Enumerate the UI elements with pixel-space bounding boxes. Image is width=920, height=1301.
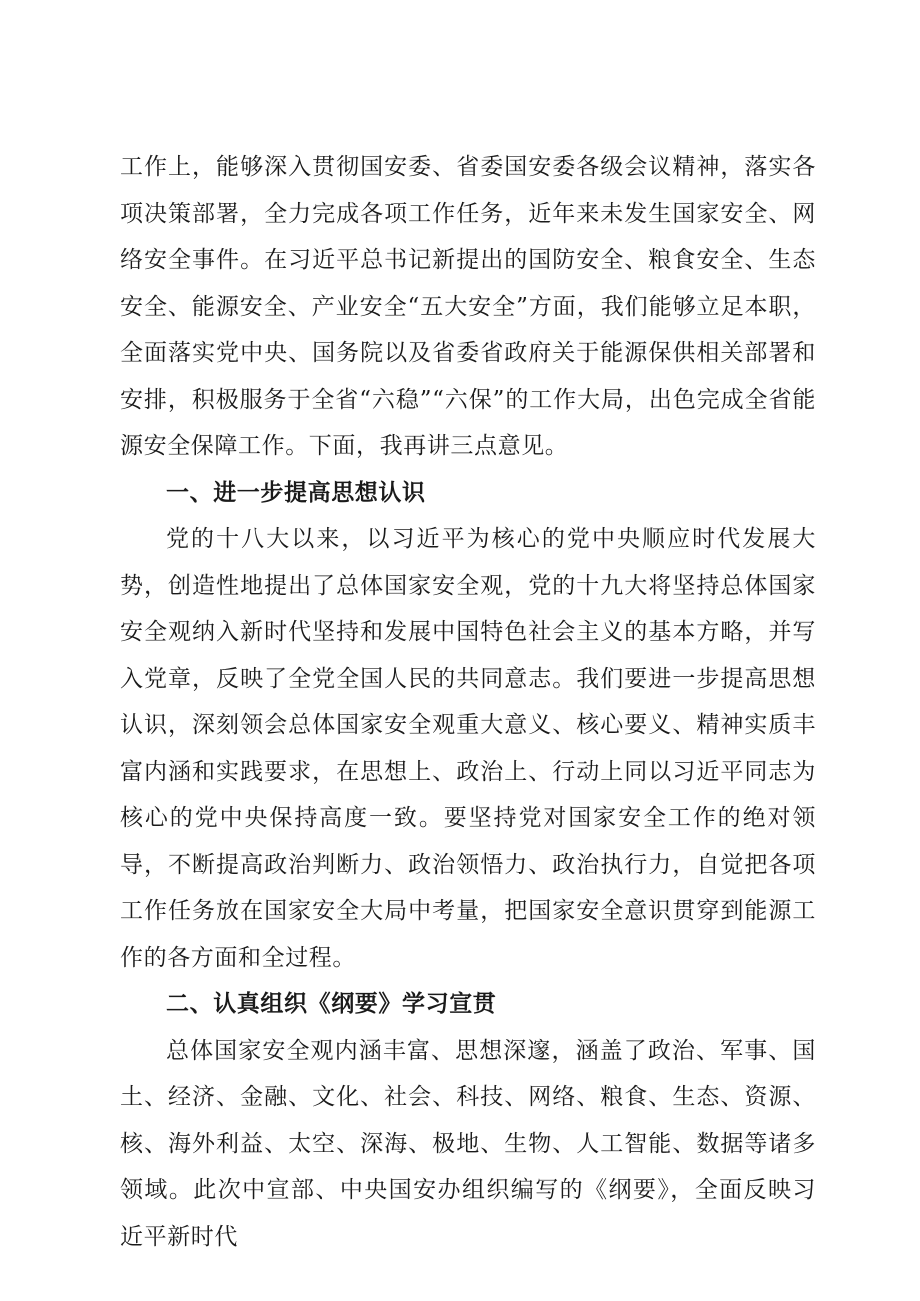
paragraph-continued: 工作上，能够深入贯彻国安委、省委国安委各级会议精神，落实各项决策部署，全力完成各项工作任务，近年来未发生国家安全、网络安全事件。在习近平总书记新提出的国防安全、粮食安全、生态安全、能源安全、产业安全“五大安全”方面，我们能够立足本职，全面落实党中央、国务院以及省委省政府关于能源保供相关部署和安排，积极服务于全省“六稳”“六保”的工作大局，出色完成全省能源安全保障工作。下面，我再讲三点意见。 xyxy=(120,154,816,459)
section-heading-2: 二、认真组织《纲要》学习宣贯 xyxy=(166,991,497,1017)
paragraph-section-1: 党的十八大以来，以习近平为核心的党中央顺应时代发展大势，创造性地提出了总体国家安全观，党的十九大将坚持总体国家安全观纳入新时代坚持和发展中国特色社会主义的基本方略，并写入党章，反映了全党全国人民的共同意志。我们要进一步提高思想认识，深刻领会总体国家安全观重大意义、核心要义、精神实质丰富内涵和实践要求，在思想上、政治上、行动上同以习近平同志为核心的党中央保持高度一致。要坚持党对国家安全工作的绝对领导，不断提高政治判断力、政治领悟力、政治执行力，自觉把各项工作任务放在国家安全大局中考量，把国家安全意识贯穿到能源工作的各方面和全过程。 xyxy=(120,526,816,971)
paragraph-section-2: 总体国家安全观内涵丰富、思想深邃，涵盖了政治、军事、国土、经济、金融、文化、社会、科技、网络、粮食、生态、资源、核、海外利益、太空、深海、极地、生物、人工智能、数据等诸多领域。此次中宣部、中央国安办组织编写的《纲要》，全面反映习近平新时代 xyxy=(120,1037,816,1250)
document-body xyxy=(120,144,816,1260)
section-heading-1: 一、进一步提高思想认识 xyxy=(166,479,426,506)
